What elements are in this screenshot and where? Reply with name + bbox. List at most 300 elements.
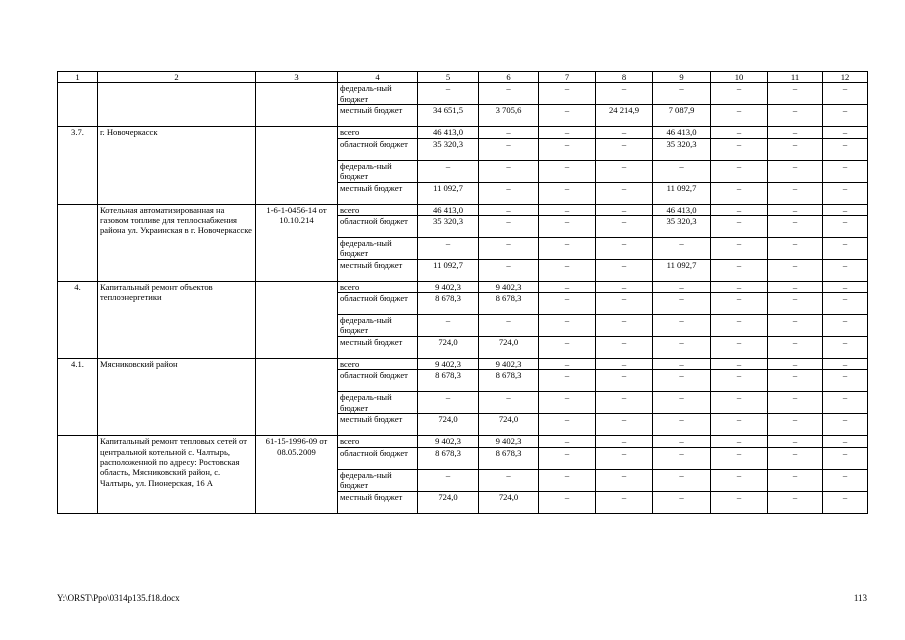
- cell-text: местный бюджет: [340, 105, 403, 116]
- value-cell: [539, 237, 596, 259]
- cell-text: –: [564, 281, 570, 292]
- value-cell: [479, 436, 539, 447]
- cell-text: –: [621, 315, 627, 326]
- cell-text: –: [792, 83, 798, 94]
- cell-text: 46 413,0: [666, 204, 697, 215]
- cell-text: местный бюджет: [340, 491, 403, 502]
- cell-text: –: [621, 414, 627, 425]
- description-cell: [256, 281, 338, 358]
- value-cell: [711, 138, 768, 160]
- value-cell: [418, 315, 479, 337]
- value-cell: [418, 469, 479, 491]
- cell-text: 7 087,9: [668, 105, 695, 116]
- cell-text: –: [445, 237, 451, 248]
- value-cell: [768, 160, 823, 182]
- budget-type-cell: [338, 182, 418, 204]
- cell-text: 11 092,7: [433, 259, 463, 270]
- cell-text: –: [564, 160, 570, 171]
- value-cell: [768, 215, 823, 237]
- value-cell: [418, 436, 479, 447]
- value-cell: [418, 105, 479, 127]
- value-cell: [479, 392, 539, 414]
- value-cell: [479, 337, 539, 359]
- value-cell: [479, 281, 539, 292]
- cell-text: –: [736, 491, 742, 502]
- cell-text: –: [679, 469, 684, 480]
- cell-text: –: [736, 160, 742, 171]
- value-cell: [479, 138, 539, 160]
- cell-text: 9 402,3: [435, 436, 461, 447]
- value-cell: [539, 447, 596, 469]
- cell-text: 34 651,5: [432, 105, 464, 116]
- budget-type-cell: [338, 204, 418, 215]
- cell-text: –: [736, 105, 742, 116]
- value-cell: [768, 491, 823, 513]
- cell-text: –: [842, 160, 848, 171]
- cell-text: 8 678,3: [435, 293, 461, 304]
- cell-text: 4.1.: [71, 359, 84, 370]
- cell-text: –: [564, 414, 570, 425]
- value-cell: [711, 215, 768, 237]
- value-cell: [418, 237, 479, 259]
- value-cell: [596, 392, 653, 414]
- cell-text: –: [564, 83, 570, 94]
- cell-text: –: [445, 469, 451, 480]
- value-cell: [596, 215, 653, 237]
- cell-text: –: [679, 359, 684, 370]
- table-body: [58, 72, 868, 514]
- value-cell: [479, 237, 539, 259]
- cell-text: –: [506, 204, 511, 215]
- column-number-header: 9: [653, 72, 711, 83]
- cell-text: –: [564, 491, 570, 502]
- cell-text: –: [736, 447, 742, 458]
- cell-text: 724,0: [498, 337, 519, 348]
- cell-text: 9 402,3: [495, 436, 522, 447]
- value-cell: [711, 182, 768, 204]
- cell-text: 9 402,3: [495, 281, 522, 292]
- footer-file-path: Y:\ORST\Ppo\0314p135.f18.docx: [57, 593, 180, 603]
- value-cell: [479, 491, 539, 513]
- value-cell: [823, 281, 868, 292]
- cell-text: –: [842, 138, 848, 149]
- value-cell: [823, 83, 868, 105]
- value-cell: [479, 469, 539, 491]
- value-cell: [653, 204, 711, 215]
- cell-text: областной бюджет: [340, 370, 408, 381]
- value-cell: [653, 160, 711, 182]
- cell-text: 724,0: [438, 337, 458, 348]
- cell-text: 724,0: [498, 491, 519, 502]
- column-number-header: 12: [823, 72, 868, 83]
- cell-text: 3.7.: [71, 127, 84, 138]
- value-cell: [596, 182, 653, 204]
- value-cell: [711, 414, 768, 436]
- cell-text: –: [842, 447, 848, 458]
- cell-text: г. Новочеркасск: [100, 127, 158, 138]
- table-header-row: [58, 72, 868, 83]
- cell-text: –: [679, 491, 684, 502]
- value-cell: [479, 293, 539, 315]
- value-cell: [596, 237, 653, 259]
- cell-text: 8 678,3: [495, 447, 522, 458]
- description-cell: [58, 127, 98, 204]
- cell-text: –: [792, 447, 798, 458]
- cell-text: –: [792, 436, 798, 447]
- cell-text: –: [506, 215, 511, 226]
- value-cell: [479, 370, 539, 392]
- value-cell: [711, 237, 768, 259]
- value-cell: [479, 204, 539, 215]
- value-cell: [711, 359, 768, 370]
- cell-text: –: [679, 293, 684, 304]
- budget-type-cell: [338, 83, 418, 105]
- cell-text: –: [506, 160, 511, 171]
- cell-text: областной бюджет: [340, 138, 408, 149]
- value-cell: [823, 127, 868, 138]
- value-cell: [823, 182, 868, 204]
- value-cell: [539, 436, 596, 447]
- value-cell: [768, 138, 823, 160]
- value-cell: [539, 392, 596, 414]
- table-row: [58, 359, 868, 370]
- cell-text: –: [564, 293, 570, 304]
- column-number-header: 3: [256, 72, 338, 83]
- column-number-header: 8: [596, 72, 653, 83]
- cell-text: –: [506, 138, 511, 149]
- cell-text: –: [842, 237, 848, 248]
- value-cell: [539, 315, 596, 337]
- value-cell: [418, 138, 479, 160]
- cell-text: областной бюджет: [340, 215, 408, 226]
- value-cell: [596, 293, 653, 315]
- cell-text: –: [564, 337, 570, 348]
- cell-text: –: [736, 315, 742, 326]
- value-cell: [711, 160, 768, 182]
- budget-type-cell: [338, 469, 418, 491]
- value-cell: [711, 392, 768, 414]
- cell-text: –: [842, 293, 848, 304]
- cell-text: –: [792, 315, 798, 326]
- cell-text: местный бюджет: [340, 259, 403, 270]
- description-cell: [58, 281, 98, 358]
- budget-type-cell: [338, 392, 418, 414]
- column-number-header: 11: [768, 72, 823, 83]
- description-cell: [58, 359, 98, 436]
- cell-text: 724,0: [498, 414, 519, 425]
- value-cell: [653, 414, 711, 436]
- cell-text: –: [564, 127, 570, 138]
- cell-text: –: [792, 237, 798, 248]
- cell-text: 8 678,3: [495, 370, 522, 381]
- cell-text: –: [621, 491, 627, 502]
- cell-text: –: [842, 414, 848, 425]
- cell-text: –: [621, 293, 627, 304]
- value-cell: [596, 105, 653, 127]
- value-cell: [539, 359, 596, 370]
- column-number-header: 1: [58, 72, 98, 83]
- cell-text: –: [842, 127, 848, 138]
- value-cell: [711, 83, 768, 105]
- column-number-header: 7: [539, 72, 596, 83]
- value-cell: [539, 414, 596, 436]
- value-cell: [823, 259, 868, 281]
- value-cell: [823, 447, 868, 469]
- cell-text: местный бюджет: [340, 337, 403, 348]
- cell-text: –: [736, 281, 742, 292]
- cell-text: Капитальный ремонт объектов теплоэнергетики: [100, 281, 213, 303]
- value-cell: [418, 491, 479, 513]
- value-cell: [711, 281, 768, 292]
- value-cell: [653, 259, 711, 281]
- value-cell: [418, 160, 479, 182]
- cell-text: –: [842, 337, 848, 348]
- value-cell: [479, 160, 539, 182]
- value-cell: [823, 138, 868, 160]
- cell-text: –: [564, 138, 570, 149]
- cell-text: –: [679, 281, 684, 292]
- value-cell: [823, 237, 868, 259]
- cell-text: –: [736, 83, 742, 94]
- budget-type-cell: [338, 138, 418, 160]
- cell-text: –: [564, 447, 570, 458]
- cell-text: 35 320,3: [666, 215, 697, 226]
- value-cell: [653, 127, 711, 138]
- cell-text: –: [736, 259, 742, 270]
- cell-text: всего: [340, 281, 360, 292]
- cell-text: –: [736, 293, 742, 304]
- budget-type-cell: [338, 359, 418, 370]
- description-cell: [98, 204, 256, 281]
- cell-text: –: [621, 436, 627, 447]
- value-cell: [653, 293, 711, 315]
- cell-text: 11 092,7: [666, 182, 697, 193]
- cell-text: –: [621, 160, 627, 171]
- value-cell: [596, 204, 653, 215]
- value-cell: [823, 160, 868, 182]
- cell-text: –: [564, 370, 570, 381]
- column-number-header: 6: [479, 72, 539, 83]
- cell-text: –: [736, 182, 742, 193]
- description-cell: [98, 281, 256, 358]
- value-cell: [768, 259, 823, 281]
- value-cell: [653, 491, 711, 513]
- footer-page-number: 113: [853, 593, 867, 603]
- value-cell: [823, 370, 868, 392]
- description-cell: [256, 83, 338, 127]
- cell-text: –: [679, 436, 684, 447]
- value-cell: [768, 204, 823, 215]
- value-cell: [418, 182, 479, 204]
- value-cell: [711, 469, 768, 491]
- cell-text: Котельная автоматизированная на газовом топливе для теплоснабжения района ул. Украинская в г. Новочеркасске: [100, 204, 252, 236]
- cell-text: 9 402,3: [435, 359, 461, 370]
- cell-text: –: [792, 414, 798, 425]
- value-cell: [596, 370, 653, 392]
- value-cell: [418, 414, 479, 436]
- value-cell: [711, 105, 768, 127]
- description-cell: [98, 83, 256, 127]
- value-cell: [653, 105, 711, 127]
- cell-text: –: [679, 237, 684, 248]
- value-cell: [596, 469, 653, 491]
- cell-text: –: [564, 105, 570, 116]
- cell-text: –: [842, 315, 848, 326]
- cell-text: –: [736, 237, 742, 248]
- value-cell: [653, 469, 711, 491]
- value-cell: [653, 447, 711, 469]
- value-cell: [596, 160, 653, 182]
- value-cell: [653, 337, 711, 359]
- cell-text: –: [736, 215, 742, 226]
- value-cell: [711, 436, 768, 447]
- cell-text: –: [506, 127, 511, 138]
- value-cell: [823, 105, 868, 127]
- description-cell: [98, 359, 256, 436]
- cell-text: –: [736, 138, 742, 149]
- value-cell: [768, 370, 823, 392]
- cell-text: –: [842, 392, 848, 403]
- value-cell: [711, 447, 768, 469]
- value-cell: [823, 315, 868, 337]
- cell-text: –: [621, 370, 627, 381]
- cell-text: –: [679, 447, 684, 458]
- cell-text: федераль-ный бюджет: [340, 469, 392, 491]
- value-cell: [418, 392, 479, 414]
- cell-text: –: [564, 259, 570, 270]
- cell-text: 4.: [74, 281, 81, 292]
- cell-text: –: [506, 259, 511, 270]
- cell-text: –: [842, 436, 848, 447]
- cell-text: 724,0: [438, 414, 458, 425]
- value-cell: [653, 436, 711, 447]
- cell-text: –: [621, 182, 627, 193]
- cell-text: –: [842, 105, 848, 116]
- cell-text: 11 092,7: [666, 259, 697, 270]
- value-cell: [768, 337, 823, 359]
- cell-text: –: [679, 337, 684, 348]
- cell-text: –: [679, 392, 684, 403]
- cell-text: –: [506, 83, 511, 94]
- cell-text: –: [792, 359, 798, 370]
- cell-text: всего: [340, 436, 360, 447]
- cell-text: областной бюджет: [340, 293, 408, 304]
- cell-text: –: [842, 359, 848, 370]
- budget-type-cell: [338, 215, 418, 237]
- description-cell: [98, 127, 256, 204]
- description-cell: [98, 436, 256, 513]
- value-cell: [539, 337, 596, 359]
- cell-text: 46 413,0: [432, 127, 464, 138]
- cell-text: –: [621, 138, 627, 149]
- value-cell: [539, 105, 596, 127]
- cell-text: –: [842, 182, 848, 193]
- cell-text: –: [736, 337, 742, 348]
- budget-type-cell: [338, 259, 418, 281]
- cell-text: –: [842, 259, 848, 270]
- cell-text: Капитальный ремонт тепловых сетей от центральной котельной с. Чалтырь, расположенной по адресу: Ростовская область, Мясниковский район, с. Чалтырь, ул. Пионерская, 16 А: [100, 436, 247, 488]
- value-cell: [823, 337, 868, 359]
- cell-text: –: [736, 127, 742, 138]
- cell-text: 35 320,3: [666, 138, 697, 149]
- cell-text: –: [736, 359, 742, 370]
- cell-text: –: [445, 315, 451, 326]
- value-cell: [418, 293, 479, 315]
- value-cell: [653, 315, 711, 337]
- column-number-header: 10: [711, 72, 768, 83]
- cell-text: 24 214,9: [608, 105, 640, 116]
- table-row: [58, 281, 868, 292]
- cell-text: –: [621, 469, 627, 480]
- cell-text: 35 320,3: [432, 215, 464, 226]
- value-cell: [711, 127, 768, 138]
- cell-text: –: [445, 160, 451, 171]
- value-cell: [479, 105, 539, 127]
- value-cell: [653, 281, 711, 292]
- cell-text: –: [792, 392, 798, 403]
- cell-text: –: [679, 160, 684, 171]
- value-cell: [539, 370, 596, 392]
- value-cell: [653, 215, 711, 237]
- budget-type-cell: [338, 160, 418, 182]
- cell-text: –: [842, 204, 848, 215]
- cell-text: –: [506, 237, 511, 248]
- value-cell: [596, 315, 653, 337]
- cell-text: –: [621, 447, 627, 458]
- cell-text: –: [736, 414, 742, 425]
- budget-type-cell: [338, 370, 418, 392]
- cell-text: –: [564, 469, 570, 480]
- value-cell: [768, 392, 823, 414]
- cell-text: –: [792, 215, 798, 226]
- value-cell: [823, 215, 868, 237]
- value-cell: [768, 359, 823, 370]
- value-cell: [596, 281, 653, 292]
- cell-text: –: [621, 215, 627, 226]
- value-cell: [711, 315, 768, 337]
- value-cell: [768, 436, 823, 447]
- value-cell: [653, 138, 711, 160]
- cell-text: –: [792, 337, 798, 348]
- value-cell: [711, 293, 768, 315]
- cell-text: всего: [340, 127, 360, 138]
- value-cell: [539, 138, 596, 160]
- cell-text: –: [792, 293, 798, 304]
- value-cell: [596, 359, 653, 370]
- value-cell: [711, 204, 768, 215]
- cell-text: всего: [340, 204, 360, 215]
- description-cell: [256, 204, 338, 281]
- description-cell: [58, 204, 98, 281]
- cell-text: –: [792, 127, 798, 138]
- cell-text: 8 678,3: [435, 370, 461, 381]
- cell-text: местный бюджет: [340, 182, 403, 193]
- cell-text: –: [679, 370, 684, 381]
- value-cell: [768, 315, 823, 337]
- cell-text: –: [842, 215, 848, 226]
- value-cell: [768, 83, 823, 105]
- cell-text: федераль-ный бюджет: [340, 392, 392, 413]
- value-cell: [596, 436, 653, 447]
- cell-text: областной бюджет: [340, 447, 408, 458]
- value-cell: [596, 414, 653, 436]
- value-cell: [539, 259, 596, 281]
- cell-text: –: [506, 469, 511, 480]
- value-cell: [539, 160, 596, 182]
- value-cell: [596, 447, 653, 469]
- value-cell: [711, 491, 768, 513]
- value-cell: [823, 491, 868, 513]
